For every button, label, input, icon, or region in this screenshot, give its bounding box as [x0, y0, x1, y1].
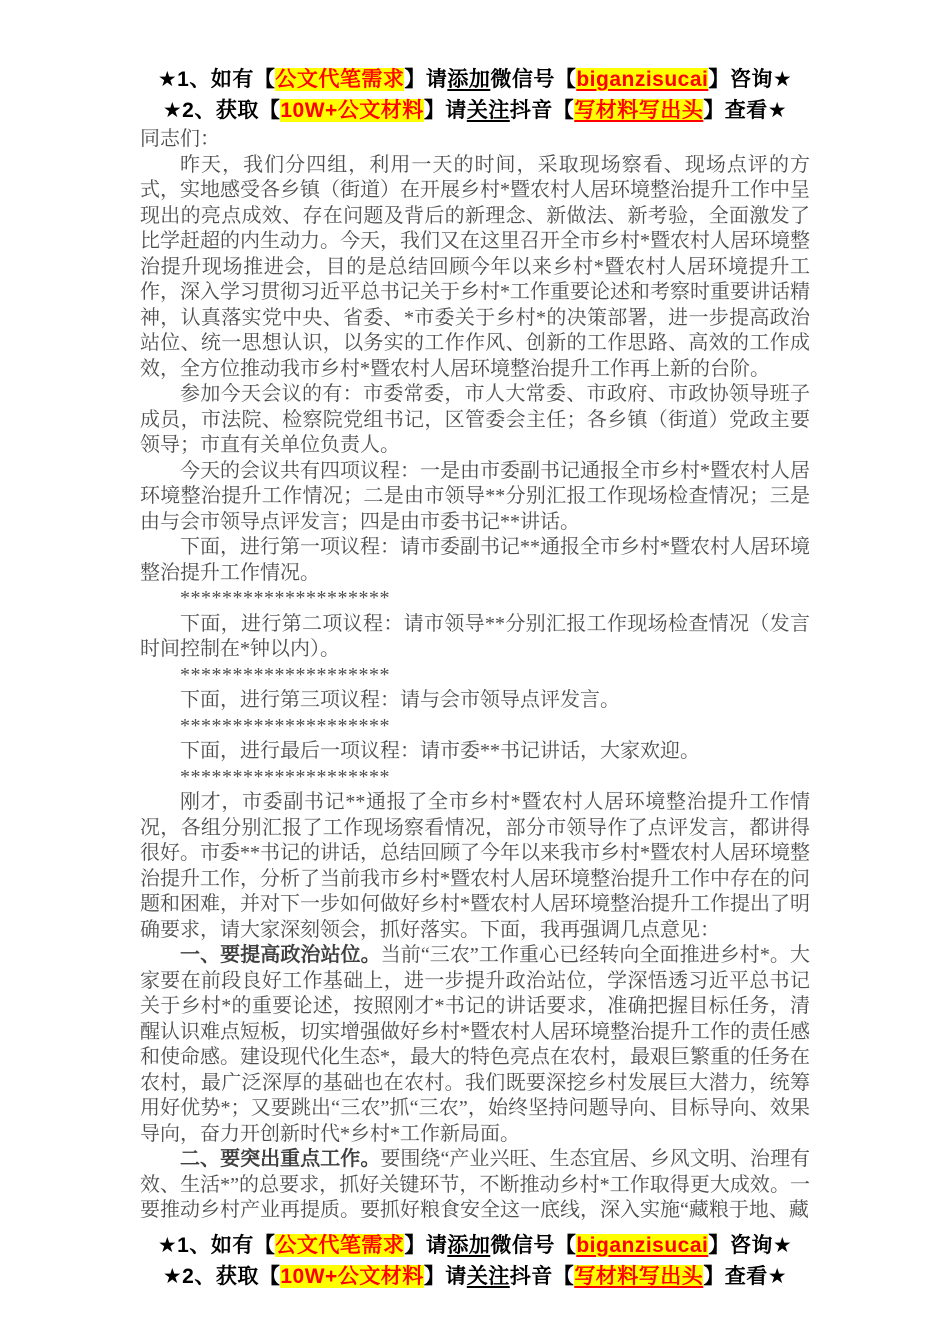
text-run: 】请	[423, 1264, 467, 1288]
stars-divider	[140, 714, 810, 740]
header-banner-line1	[0, 64, 950, 95]
paragraph	[140, 612, 810, 663]
text-run: 】请	[404, 1233, 448, 1257]
text-run: 】查看★	[703, 1264, 788, 1288]
text-run: 下面，进行最后一项议程：请市委**书记讲话，大家欢迎。	[180, 740, 700, 762]
document-body	[140, 127, 810, 1224]
paragraph	[140, 535, 810, 586]
text-run: 二、要突出重点工作。	[180, 1148, 381, 1170]
text-run: 抖音【	[509, 99, 575, 122]
footer-banner-line2	[0, 1261, 950, 1292]
text-run: 写材料写出头	[574, 99, 704, 122]
text-run: ********************	[180, 765, 390, 788]
text-run: 当前“三农”工作重心已经转向全面推进乡村*。大家要在前段良好工作基础上，进一步提升政治站位，学深悟透习近平总书记关于乡村*的重要论述，按照刚才*书记的讲话要求，准确把握目标任务，清醒认识难点短板，切实增强做好乡村*暨农村人居环境整治提升工作的责任感和使命感。建设现代化生态*，最大的特色亮点在农村，最艰巨繁重的任务在农村，最广泛深厚的基础也在农村。我们既要深挖乡村发展巨大潜力，统筹用好优势*；又要跳出“三农”抓“三农”，始终坚持问题导向、目标导向、效果导向，奋力开创新时代*乡村*工作新局面。	[140, 944, 810, 1145]
text-run: 10W+公文材料	[280, 1264, 424, 1288]
text-run: 关注	[466, 99, 510, 122]
paragraph	[140, 459, 810, 536]
text-run: ★1、如有【	[157, 1233, 276, 1257]
text-run: biganzisucai	[576, 1233, 709, 1257]
text-run: 公文代笔需求	[275, 1233, 405, 1257]
stars-divider	[140, 663, 810, 689]
text-run: ********************	[180, 663, 390, 686]
paragraph	[140, 382, 810, 459]
text-run: 今天的会议共有四项议程：一是由市委副书记通报全市乡村*暨农村人居环境整治提升工作情况；二是由市领导**分别汇报工作现场检查情况；三是由与会市领导点评发言；四是由市委书记**讲话。	[140, 459, 810, 533]
text-run: 昨天，我们分四组，利用一天的时间，采取现场察看、现场点评的方式，实地感受各乡镇（街道）在开展乡村*暨农村人居环境整治提升工作中呈现出的亮点成效、存在问题及背后的新理念、新做法、新考验，全面激发了比学赶超的内生动力。今天，我们又在这里召开全市乡村*暨农村人居环境整治提升现场推进会，目的是总结回顾今年以来乡村*暨农村人居环境提升工作，深入学习贯彻习近平总书记关于乡村*工作重要论述和考察时重要讲话精神，认真落实党中央、省委、*市委关于乡村*的决策部署，进一步提高政治站位、统一思想认识，以务实的工作作风、创新的工作思路、高效的工作成效，全方位推动我市乡村*暨农村人居环境整治提升工作再上新的台阶。	[140, 153, 810, 380]
stars-divider	[140, 586, 810, 612]
text-run: 写材料写出头	[574, 1264, 704, 1288]
text-run: ********************	[180, 587, 390, 609]
stars-divider	[140, 765, 810, 791]
text-run: biganzisucai	[576, 68, 709, 91]
text-run: 刚才，市委副书记**通报了全市乡村*暨农村人居环境整治提升工作情况，各组分别汇报了工作现场察看情况，部分市领导作了点评发言，都讲得很好。市委**书记的讲话，总结回顾了今年以来我市乡村*暨农村人居环境整治提升工作，分析了当前我市乡村*暨农村人居环境整治提升工作中存在的问题和困难，并对下一步如何做好乡村*暨农村人居环境整治提升工作提出了明确要求，请大家深刻领会，抓好落实。下面，我再强调几点意见：	[140, 791, 810, 941]
paragraph	[140, 1147, 810, 1224]
text-run: 同志们：	[140, 128, 220, 150]
text-run: 下面，进行第二项议程：请市领导**分别汇报工作现场检查情况（发言时间控制在*钟以内）。	[140, 612, 810, 660]
paragraph	[140, 943, 810, 1147]
header-banner-line2	[0, 95, 950, 126]
text-run: 关注	[466, 1264, 510, 1288]
text-run: ********************	[180, 714, 390, 737]
paragraph	[140, 688, 810, 714]
paragraph	[140, 127, 810, 153]
text-run: 添加	[447, 1233, 491, 1257]
text-run: ★1、如有【	[157, 68, 276, 91]
text-run: 参加今天会议的有：市委常委，市人大常委、市政府、市政协领导班子成员，市法院、检察院党组书记，区管委会主任；各乡镇（街道）党政主要领导；市直有关单位负责人。	[140, 383, 810, 456]
text-run: 微信号【	[490, 68, 577, 91]
text-run: 】查看★	[703, 99, 788, 122]
paragraph	[140, 153, 810, 383]
text-run: 10W+公文材料	[280, 99, 424, 122]
text-run: 下面，进行第三项议程：请与会市领导点评发言。	[180, 689, 620, 711]
text-run: 】咨询★	[708, 1233, 793, 1257]
paragraph	[140, 790, 810, 943]
text-run: 】请	[404, 68, 448, 91]
text-run: 】咨询★	[708, 68, 793, 91]
footer-banner-line1	[0, 1230, 950, 1261]
text-run: 一、要提高政治站位。	[180, 944, 381, 966]
text-run: 要围绕“产业兴旺、生态宜居、乡风文明、治理有效、生活*”的总要求，抓好关键环节，不断推动乡村*工作取得更大成效。一要推动乡村产业再提质。要抓好粮食安全这一底线，深入实施“藏粮于地、藏	[140, 1148, 810, 1221]
text-run: 下面，进行第一项议程：请市委副书记**通报全市乡村*暨农村人居环境整治提升工作情况。	[140, 536, 810, 584]
text-run: ★2、获取【	[162, 1264, 281, 1288]
text-run: 添加	[447, 68, 491, 91]
text-run: ★2、获取【	[162, 99, 281, 122]
text-run: 抖音【	[509, 1264, 575, 1288]
paragraph	[140, 739, 810, 765]
text-run: 微信号【	[490, 1233, 577, 1257]
text-run: 公文代笔需求	[275, 68, 405, 91]
text-run: 】请	[423, 99, 467, 122]
